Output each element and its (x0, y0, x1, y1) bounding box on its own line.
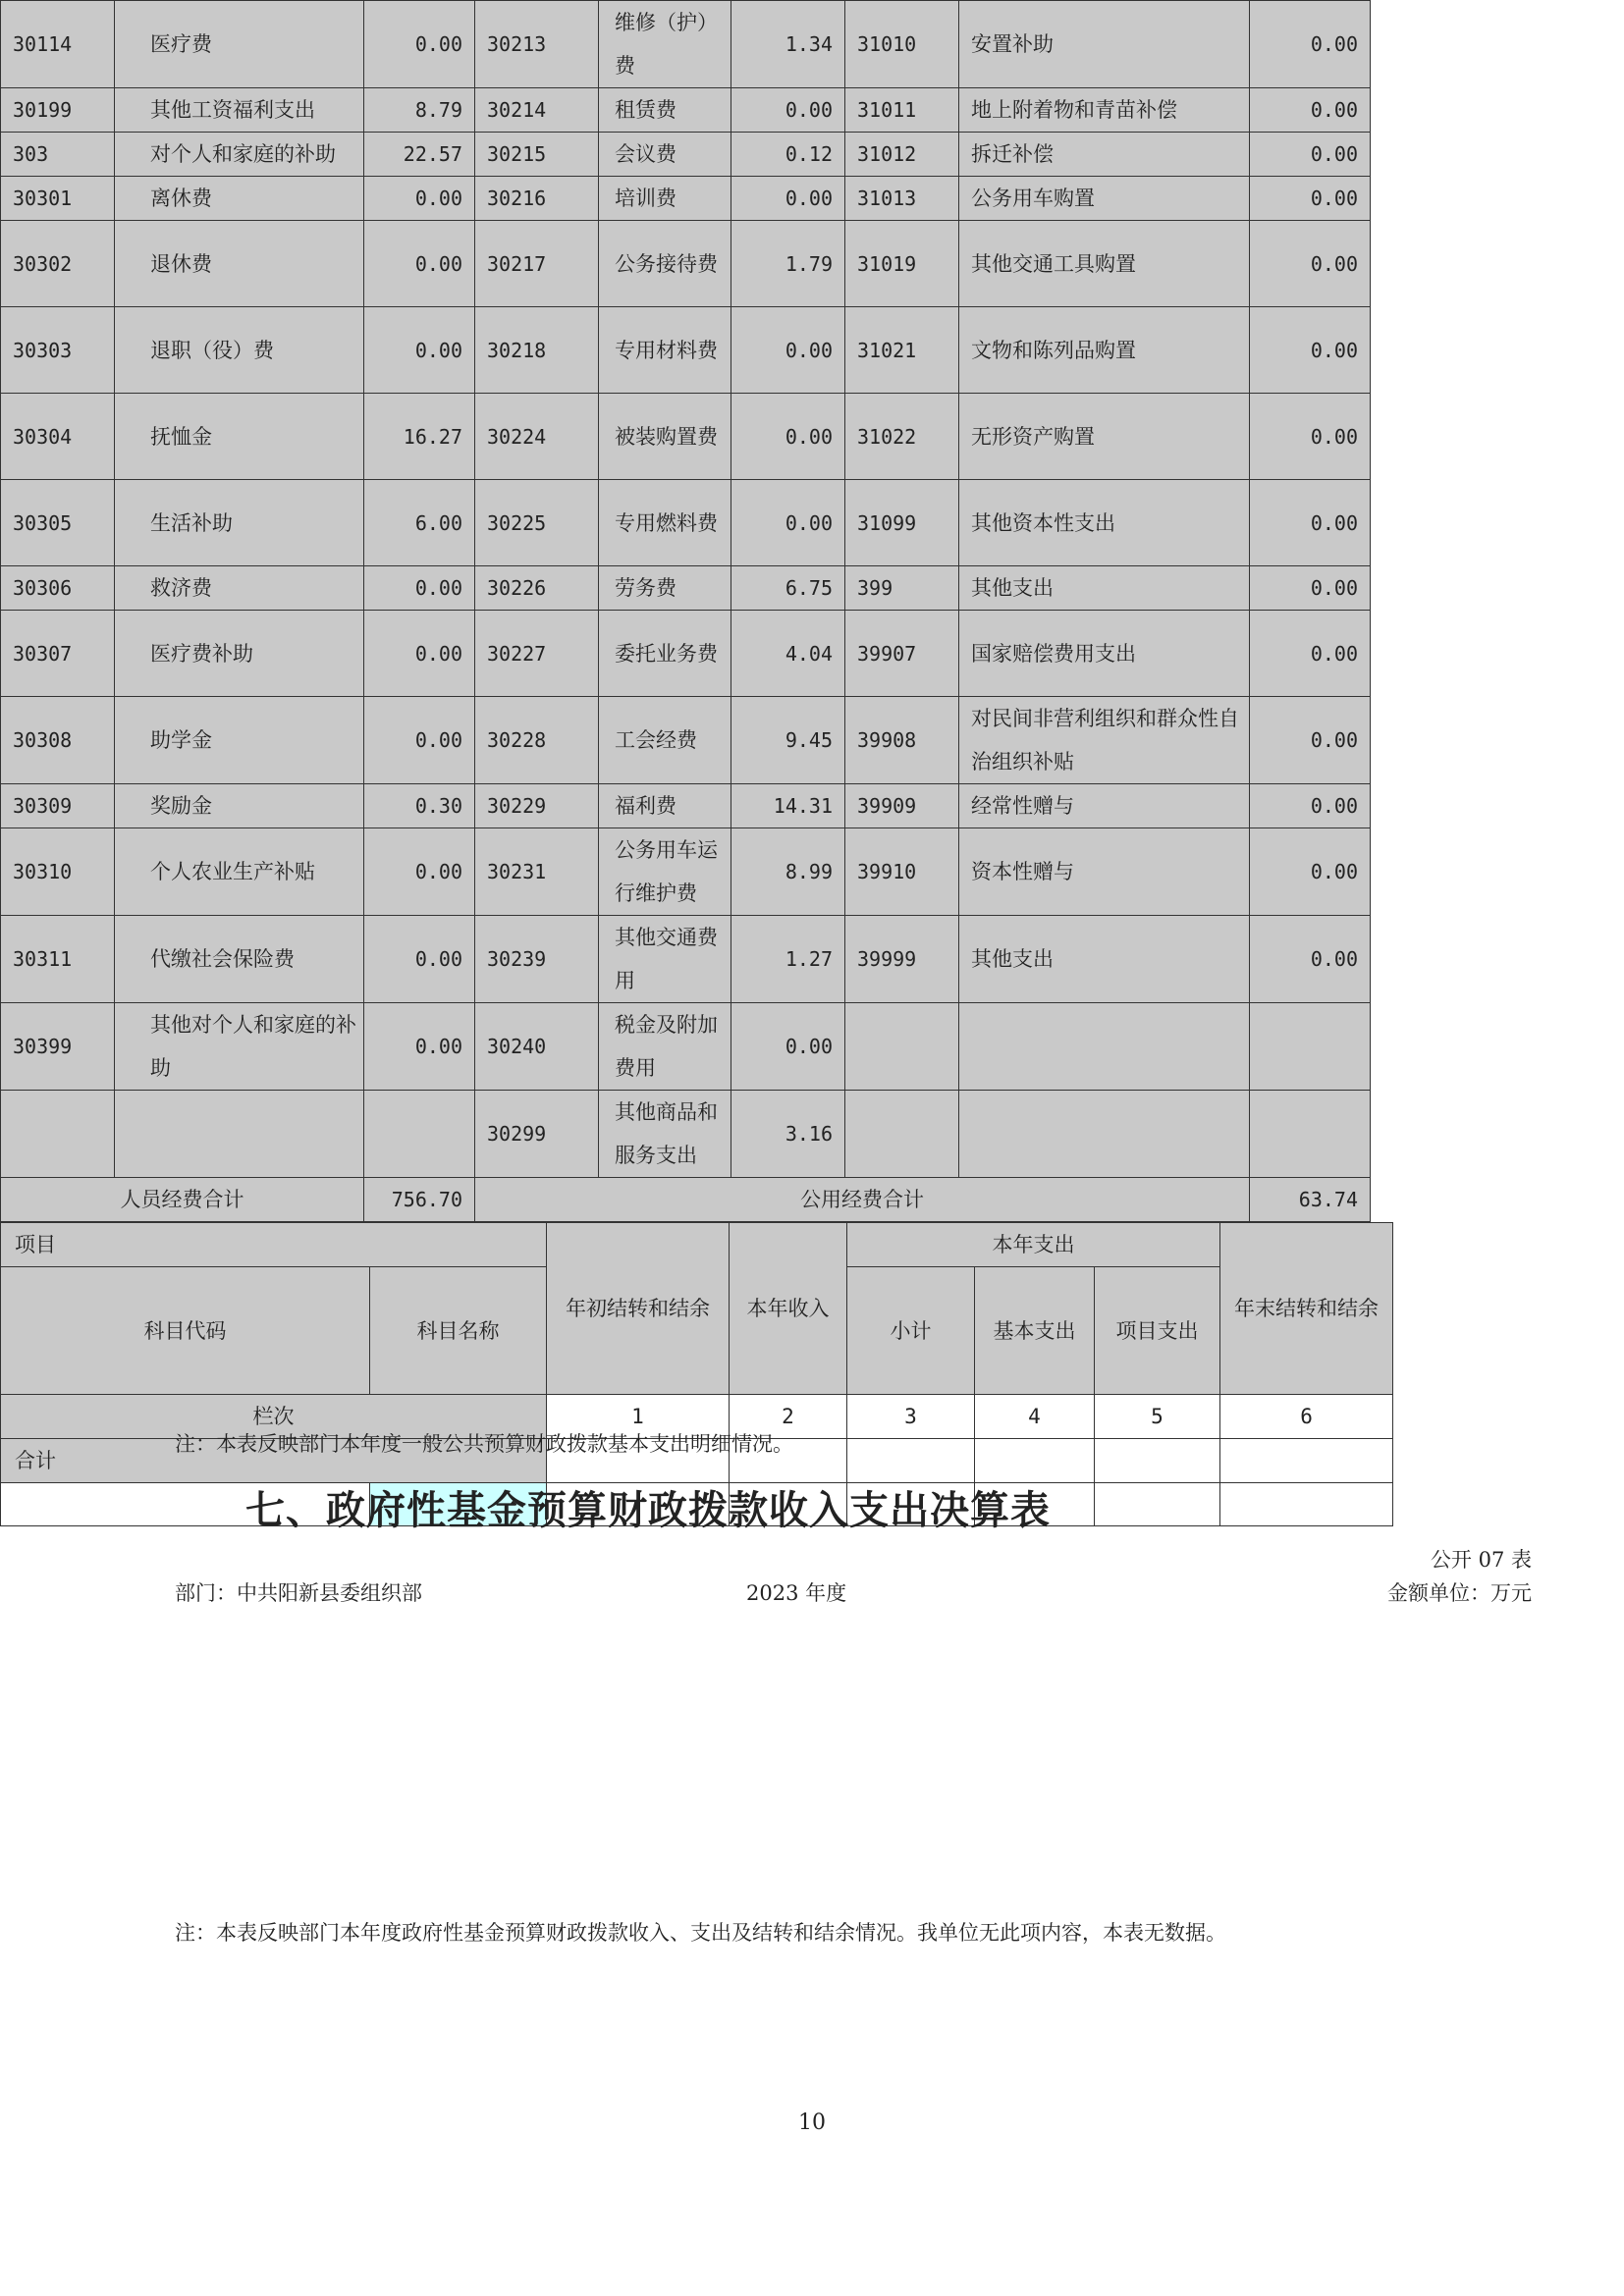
cell-code: 30199 (1, 88, 115, 133)
cell-value: 0.00 (364, 307, 475, 394)
cell-code (845, 1003, 959, 1091)
cell-value: 0.00 (364, 611, 475, 697)
table-row (1, 88, 1371, 133)
cell-name: 其他资本性支出 (959, 480, 1250, 566)
cell-name: 公务用车购置 (959, 177, 1250, 221)
totals-row (1, 1178, 1371, 1222)
cell-code: 30308 (1, 697, 115, 784)
cell-code: 39910 (845, 828, 959, 916)
cell-name: 其他工资福利支出 (115, 88, 364, 133)
cell-value: 8.79 (364, 88, 475, 133)
cell-value: 0.00 (1250, 177, 1371, 221)
public-total-value: 63.74 (1250, 1178, 1371, 1222)
cell-code: 31021 (845, 307, 959, 394)
page-number: 10 (798, 2110, 826, 2135)
cell-value: 0.00 (1250, 88, 1371, 133)
cell-value: 0.00 (1250, 828, 1371, 916)
header-item: 项目 (1, 1223, 547, 1267)
cell-name (115, 1091, 364, 1178)
cell-code: 31013 (845, 177, 959, 221)
cell-value: 0.00 (364, 697, 475, 784)
cell-value: 8.99 (731, 828, 845, 916)
cell-code: 30240 (475, 1003, 599, 1091)
cell-code: 30305 (1, 480, 115, 566)
header-expense: 本年支出 (847, 1223, 1220, 1267)
cell-code: 30303 (1, 307, 115, 394)
cell-code: 30227 (475, 611, 599, 697)
cell-code: 39907 (845, 611, 959, 697)
cell-code: 30399 (1, 1003, 115, 1091)
header-basic-expense: 基本支出 (975, 1267, 1095, 1395)
cell-value: 16.27 (364, 394, 475, 480)
cell-code: 30225 (475, 480, 599, 566)
cell-name: 奖励金 (115, 784, 364, 828)
cell-name: 其他支出 (959, 566, 1250, 611)
cell-name: 经常性赠与 (959, 784, 1250, 828)
cell-name: 其他交通工具购置 (959, 221, 1250, 307)
header-project-expense: 项目支出 (1095, 1267, 1220, 1395)
cell-value: 0.00 (731, 177, 845, 221)
cell-name: 工会经费 (599, 697, 731, 784)
total-cell (975, 1439, 1095, 1483)
cell-name: 培训费 (599, 177, 731, 221)
cell-name: 福利费 (599, 784, 731, 828)
cell-code: 31022 (845, 394, 959, 480)
cell-value: 0.00 (1250, 394, 1371, 480)
table-row (1, 611, 1371, 697)
cell-name: 医疗费补助 (115, 611, 364, 697)
cell-code: 30213 (475, 1, 599, 88)
table-row (1, 1003, 1371, 1091)
header-begin-balance: 年初结转和结余 (547, 1223, 730, 1395)
cell-code: 39999 (845, 916, 959, 1003)
cell-name: 无形资产购置 (959, 394, 1250, 480)
cell-code: 30306 (1, 566, 115, 611)
cell-name: 委托业务费 (599, 611, 731, 697)
table1-note: 注：本表反映部门本年度一般公共预算财政拨款基本支出明细情况。 (175, 1432, 793, 1456)
cell-name: 租赁费 (599, 88, 731, 133)
cell-value: 0.00 (1250, 221, 1371, 307)
cell-code: 303 (1, 133, 115, 177)
cell-name: 助学金 (115, 697, 364, 784)
cell-code: 39909 (845, 784, 959, 828)
cell-value: 0.00 (1250, 133, 1371, 177)
cell-name: 劳务费 (599, 566, 731, 611)
cell-name: 公务接待费 (599, 221, 731, 307)
cell-name (959, 1003, 1250, 1091)
cell-value: 4.04 (731, 611, 845, 697)
cell-name: 被装购置费 (599, 394, 731, 480)
cell-name: 救济费 (115, 566, 364, 611)
cell-value: 0.00 (364, 916, 475, 1003)
cell-value: 0.00 (364, 1003, 475, 1091)
cell-code: 30311 (1, 916, 115, 1003)
cell-code: 30228 (475, 697, 599, 784)
cell-value: 0.00 (364, 566, 475, 611)
cell-value: 0.00 (364, 828, 475, 916)
cell-value: 0.00 (364, 1, 475, 88)
cell-code: 30224 (475, 394, 599, 480)
cell-value: 6.75 (731, 566, 845, 611)
cell-value: 0.00 (731, 307, 845, 394)
cell-name: 国家赔偿费用支出 (959, 611, 1250, 697)
cell-code: 31012 (845, 133, 959, 177)
cell-code: 30226 (475, 566, 599, 611)
cell-code (845, 1091, 959, 1178)
cell-code: 30216 (475, 177, 599, 221)
cell-name: 文物和陈列品购置 (959, 307, 1250, 394)
cell-code: 30302 (1, 221, 115, 307)
cell-value: 0.00 (364, 221, 475, 307)
cell-code: 31099 (845, 480, 959, 566)
public-total-label: 公用经费合计 (475, 1178, 1250, 1222)
table-row (1, 394, 1371, 480)
col-num-3: 3 (847, 1395, 975, 1439)
cell-name: 离休费 (115, 177, 364, 221)
cell-code: 30310 (1, 828, 115, 916)
cell-name: 退休费 (115, 221, 364, 307)
cell-code: 30299 (475, 1091, 599, 1178)
cell-code: 30309 (1, 784, 115, 828)
personnel-total-value: 756.70 (364, 1178, 475, 1222)
empty-cell (1095, 1483, 1220, 1526)
table-row (1, 1, 1371, 88)
cell-value: 0.12 (731, 133, 845, 177)
department-label: 部门：中共阳新县委组织部 (175, 1581, 422, 1605)
cell-value: 0.00 (731, 480, 845, 566)
cell-code: 39908 (845, 697, 959, 784)
cell-code: 30229 (475, 784, 599, 828)
cell-value: 22.57 (364, 133, 475, 177)
cell-name: 其他商品和服务支出 (599, 1091, 731, 1178)
total-cell (847, 1439, 975, 1483)
col-num-1: 1 (547, 1395, 730, 1439)
table2-note: 注：本表反映部门本年度政府性基金预算财政拨款收入、支出及结转和结余情况。我单位无此项内容，本表无数据。 (175, 1921, 1226, 1945)
cell-value (364, 1091, 475, 1178)
cell-name (959, 1091, 1250, 1178)
row-index-label: 栏次 (1, 1395, 547, 1439)
cell-value (1250, 1091, 1371, 1178)
table-number: 公开 07 表 (1430, 1548, 1532, 1572)
table-row (1, 828, 1371, 916)
section-title: 七、政府性基金预算财政拨款收入支出决算表 (245, 1488, 1051, 1533)
personnel-total-label: 人员经费合计 (1, 1178, 364, 1222)
col-num-5: 5 (1095, 1395, 1220, 1439)
cell-name: 税金及附加费用 (599, 1003, 731, 1091)
col-num-6: 6 (1220, 1395, 1393, 1439)
cell-name: 维修（护）费 (599, 1, 731, 88)
cell-value: 0.00 (1250, 611, 1371, 697)
cell-code: 30218 (475, 307, 599, 394)
total-cell (1220, 1439, 1393, 1483)
cell-name: 地上附着物和青苗补偿 (959, 88, 1250, 133)
cell-code: 30114 (1, 1, 115, 88)
cell-value (1250, 1003, 1371, 1091)
cell-code: 31011 (845, 88, 959, 133)
cell-name: 资本性赠与 (959, 828, 1250, 916)
cell-value: 0.00 (1250, 480, 1371, 566)
table-row (1, 177, 1371, 221)
cell-value: 14.31 (731, 784, 845, 828)
cell-value: 1.79 (731, 221, 845, 307)
cell-name: 个人农业生产补贴 (115, 828, 364, 916)
cell-name: 其他交通费用 (599, 916, 731, 1003)
header-subject-code: 科目代码 (1, 1267, 370, 1395)
cell-code (1, 1091, 115, 1178)
cell-name: 抚恤金 (115, 394, 364, 480)
col-num-2: 2 (730, 1395, 847, 1439)
cell-name: 安置补助 (959, 1, 1250, 88)
cell-code: 30231 (475, 828, 599, 916)
cell-name: 会议费 (599, 133, 731, 177)
cell-value: 0.00 (731, 394, 845, 480)
cell-code: 30215 (475, 133, 599, 177)
cell-value: 0.00 (1250, 697, 1371, 784)
cell-value: 0.00 (731, 1003, 845, 1091)
cell-name: 拆迁补偿 (959, 133, 1250, 177)
cell-code: 30217 (475, 221, 599, 307)
cell-name: 退职（役）费 (115, 307, 364, 394)
cell-name: 代缴社会保险费 (115, 916, 364, 1003)
cell-name: 对个人和家庭的补助 (115, 133, 364, 177)
cell-value: 0.00 (1250, 1, 1371, 88)
cell-code: 31010 (845, 1, 959, 88)
header-subtotal: 小计 (847, 1267, 975, 1395)
cell-value: 6.00 (364, 480, 475, 566)
cell-value: 1.27 (731, 916, 845, 1003)
cell-value: 0.00 (731, 88, 845, 133)
col-num-4: 4 (975, 1395, 1095, 1439)
cell-code: 30214 (475, 88, 599, 133)
cell-code: 30239 (475, 916, 599, 1003)
cell-value: 0.00 (1250, 784, 1371, 828)
cell-value: 0.00 (1250, 916, 1371, 1003)
table-row (1, 697, 1371, 784)
cell-value: 3.16 (731, 1091, 845, 1178)
basic-expenditure-detail-table (0, 0, 1371, 1222)
cell-value: 1.34 (731, 1, 845, 88)
cell-value: 0.00 (1250, 307, 1371, 394)
table-row (1, 566, 1371, 611)
cell-name: 专用材料费 (599, 307, 731, 394)
fiscal-year: 2023 年度 (746, 1581, 847, 1605)
header-income: 本年收入 (730, 1223, 847, 1395)
cell-name: 对民间非营利组织和群众性自治组织补贴 (959, 697, 1250, 784)
cell-code: 399 (845, 566, 959, 611)
table-row (1, 916, 1371, 1003)
table-row (1, 221, 1371, 307)
table-row (1, 784, 1371, 828)
cell-value: 0.00 (364, 177, 475, 221)
cell-name: 专用燃料费 (599, 480, 731, 566)
cell-value: 0.30 (364, 784, 475, 828)
cell-code: 30304 (1, 394, 115, 480)
total-label: 合计 (1, 1439, 547, 1483)
table-row (1, 307, 1371, 394)
empty-cell (1220, 1483, 1393, 1526)
cell-name: 其他支出 (959, 916, 1250, 1003)
cell-value: 0.00 (1250, 566, 1371, 611)
table-row (1, 480, 1371, 566)
cell-name: 公务用车运行维护费 (599, 828, 731, 916)
cell-code: 30307 (1, 611, 115, 697)
cell-value: 9.45 (731, 697, 845, 784)
header-end-balance: 年末结转和结余 (1220, 1223, 1393, 1395)
header-subject-name: 科目名称 (370, 1267, 547, 1395)
cell-name: 其他对个人和家庭的补助 (115, 1003, 364, 1091)
table-row (1, 133, 1371, 177)
amount-unit: 金额单位：万元 (1387, 1581, 1532, 1605)
total-cell (1095, 1439, 1220, 1483)
cell-code: 30301 (1, 177, 115, 221)
cell-name: 生活补助 (115, 480, 364, 566)
cell-name: 医疗费 (115, 1, 364, 88)
cell-code: 31019 (845, 221, 959, 307)
table-row (1, 1091, 1371, 1178)
